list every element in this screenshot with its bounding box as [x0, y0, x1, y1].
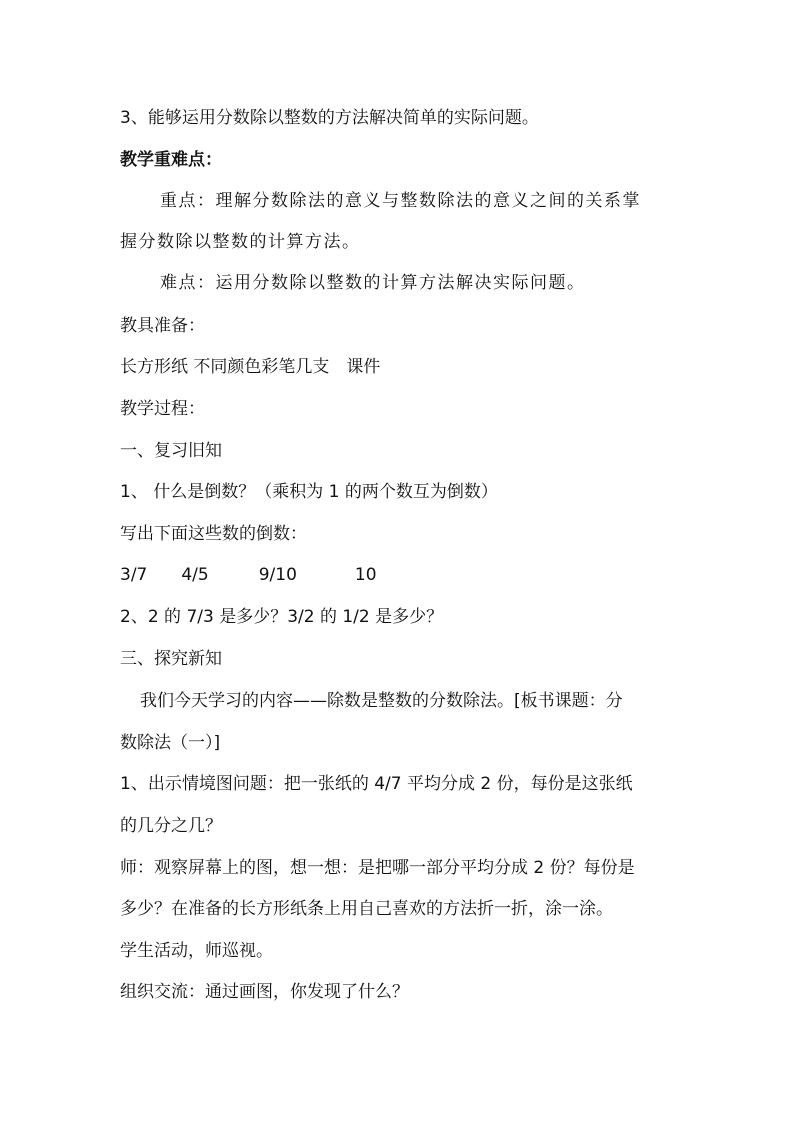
materials-list: 长方形纸 不同颜色彩笔几支 课件: [120, 357, 381, 377]
teacher-line-1: 师：观察屏幕上的图，想一想：是把哪一部分平均分成 2 份？每份是: [120, 858, 635, 878]
intro-line-1: 我们今天学习的内容——除数是整数的分数除法。[板书课题：分: [140, 691, 623, 711]
section-review-heading: 一、复习旧知: [120, 441, 222, 461]
question-1: 1、 什么是倒数？（乘积为 1 的两个数互为倒数）: [120, 482, 498, 502]
key-point-line-1: 重点：理解分数除法的意义与整数除法的意义之间的关系掌: [160, 191, 641, 211]
difficult-point: 难点：运用分数除以整数的计算方法解决实际问题。: [160, 273, 586, 293]
materials-heading: 教具准备：: [120, 316, 205, 336]
student-activity: 学生活动，师巡视。: [120, 941, 273, 961]
key-point-line-2: 握分数除以整数的计算方法。: [120, 232, 361, 252]
write-reciprocals-prompt: 写出下面这些数的倒数：: [120, 524, 307, 544]
goal-3: 3、能够运用分数除以整数的方法解决简单的实际问题。: [120, 108, 539, 128]
number-item: 9/10: [258, 565, 297, 585]
key-difficult-heading: 教学重难点：: [120, 150, 222, 170]
number-item: 3/7: [120, 565, 148, 585]
teacher-line-2: 多少？在准备的长方形纸条上用自己喜欢的方法折一折，涂一涂。: [120, 899, 613, 919]
intro-line-2: 数除法（一）]: [120, 733, 221, 753]
step-1-line-1: 1、出示情境图问题：把一张纸的 4/7 平均分成 2 份，每份是这张纸: [120, 774, 633, 794]
number-item: 4/5: [181, 565, 209, 585]
step-1-line-2: 的几分之几？: [120, 816, 222, 836]
discussion-prompt: 组织交流：通过画图，你发现了什么？: [120, 982, 409, 1002]
reciprocal-numbers-row: [120, 563, 680, 587]
section-explore-heading: 三、探究新知: [120, 649, 222, 669]
process-heading: 教学过程：: [120, 399, 205, 419]
question-2: 2、2 的 7/3 是多少？3/2 的 1/2 是多少？: [120, 607, 444, 627]
number-item: 10: [354, 565, 377, 585]
